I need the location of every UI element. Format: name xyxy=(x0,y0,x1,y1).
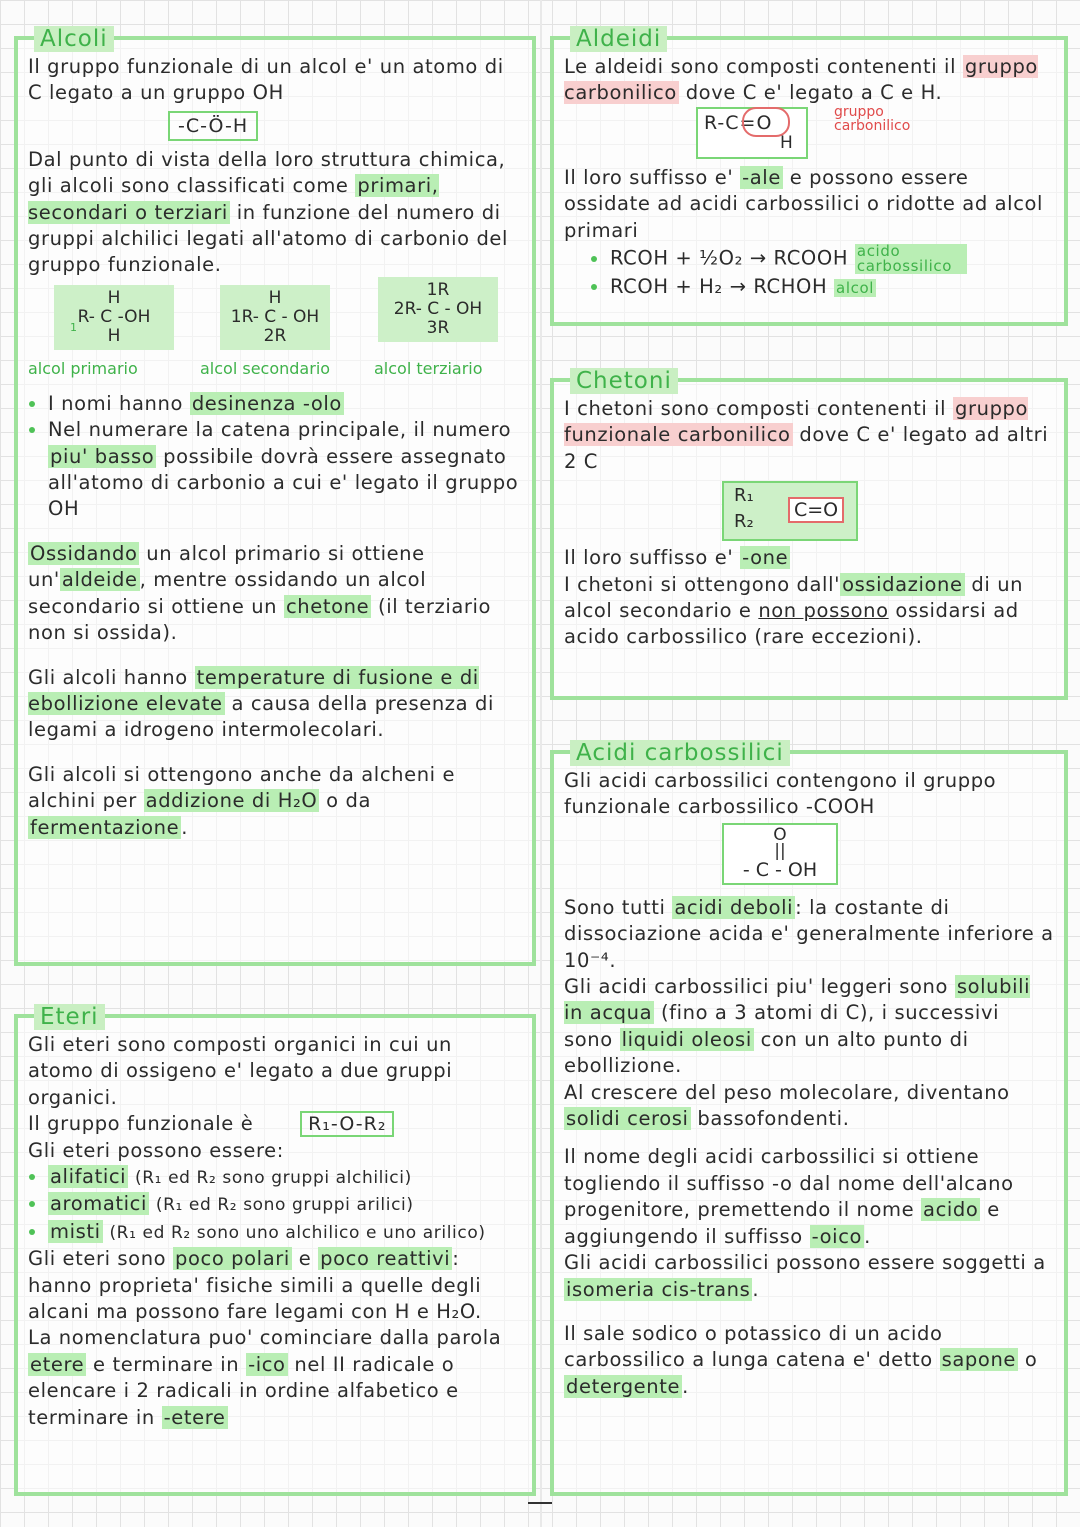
paragraph: Gli eteri sono poco polari e poco reattivi : hanno proprieta' fisiche simili a quelle degli alcani ma possono fare legami con H e H₂O. xyxy=(28,1247,482,1324)
section-title: Acidi carbossilici xyxy=(570,740,790,766)
panel-chetoni xyxy=(550,368,1068,700)
ketone-structure xyxy=(564,475,1054,545)
list-item: • RCOH + H₂ → RCHOH alcol xyxy=(610,274,1054,300)
paragraph: Gli acidi carbossilici contengono il gruppo funzionale carbossilico -COOH xyxy=(564,769,997,819)
paragraph: Gli eteri possono essere: xyxy=(28,1138,284,1162)
carboxyl-formula-box: O || - C - OH xyxy=(722,823,838,885)
paragraph: Al crescere del peso molecolare, diventano solidi cerosi bassofondenti. xyxy=(564,1080,1010,1131)
paragraph: Le aldeidi sono composti contenenti il gruppo carbonilico dove C e' legato a C e H. xyxy=(564,55,1038,105)
aldehyde-reactions xyxy=(564,244,1054,300)
paragraph: Il gruppo funzionale è R₁-O-R₂ xyxy=(28,1111,522,1137)
carboxyl-structure xyxy=(564,823,1054,889)
list-item: • RCOH + ½O₂ → RCOOH acido carbossilico xyxy=(610,244,1054,274)
carbonyl-note: gruppo carbonilico xyxy=(834,103,911,134)
label-secondary: alcol secondario xyxy=(200,358,331,378)
panel-aldeidi xyxy=(550,26,1068,326)
secondary-structure: H 1R- C - OH 2R xyxy=(220,285,330,350)
panel-alcoli xyxy=(14,26,536,966)
panel-acidi xyxy=(550,740,1068,1496)
list-item: • alifatici (R₁ ed R₂ sono gruppi alchilici) xyxy=(48,1164,522,1191)
aldehyde-structure xyxy=(564,103,1054,165)
list-item: • aromatici (R₁ ed R₂ sono gruppi arilici) xyxy=(48,1191,522,1218)
list-item: • Nel numerare la catena principale, il numero piu' basso possibile dovrà essere assegnato all'atomo di carbonio a cui e' legato il gruppo OH xyxy=(48,417,522,523)
list-item: • misti (R₁ ed R₂ sono uno alchilico e uno arilico) xyxy=(48,1219,522,1246)
tertiary-structure: 1R 2R- C - OH 3R xyxy=(378,277,498,342)
list-item: • I nomi hanno desinenza -olo xyxy=(48,391,522,417)
page-divider xyxy=(528,1502,552,1504)
primary-structure: H R- C -OH H xyxy=(54,285,174,350)
paragraph: Gli acidi carbossilici piu' leggeri sono solubili in acqua (fino a 3 atomi di C), i successivi sono liquidi oleosi con un alto punto di ebollizione. xyxy=(564,975,1031,1078)
paragraph: Il gruppo funzionale di un alcol e' un atomo di C legato a un gruppo OH xyxy=(28,55,504,105)
section-title: Alcoli xyxy=(34,26,114,52)
paragraph: Ossidando un alcol primario si ottiene un' aldeide , mentre ossidando un alcol secondario si ottiene un chetone (il terziario non si ossida). xyxy=(28,541,492,645)
label-tertiary: alcol terziario xyxy=(374,358,483,378)
alcohol-structures xyxy=(28,279,522,391)
paragraph: Il sale sodico o potassico di un acido carbossilico a lunga catena e' detto sapone o detergente . xyxy=(564,1321,1038,1398)
paragraph: Il nome degli acidi carbossilici si ottiene togliendo il suffisso -o dal nome dell'alcano progenitore, premettendo il nome acido e aggiungendo il suffisso -oico . xyxy=(564,1145,1014,1248)
ketone-formula-box: R₁ R₂ C=O xyxy=(722,481,858,541)
section-title: Chetoni xyxy=(570,368,678,394)
paragraph: Sono tutti acidi deboli : la costante di dissociazione acida e' generalmente inferiore a 10⁻⁴. xyxy=(564,895,1054,972)
hydroxyl-formula: -C-Ö-H xyxy=(168,111,258,141)
section-title: Eteri xyxy=(34,1004,105,1030)
paragraph: Gli acidi carbossilici possono essere soggetti a isomeria cis-trans . xyxy=(564,1251,1046,1301)
paragraph: I chetoni sono composti contenenti il gruppo funzionale carbonilico dove C e' legato ad altri 2 C xyxy=(564,397,1049,473)
paragraph: Il loro suffisso e' -ale e possono essere ossidate ad acidi carbossilici o ridotte ad alcol primari xyxy=(564,165,1044,242)
section-title: Aldeidi xyxy=(570,26,667,52)
paragraph: Gli eteri sono composti organici in cui un atomo di ossigeno e' legato a due gruppi organici. xyxy=(28,1033,453,1109)
paragraph: Dal punto di vista della loro struttura chimica, gli alcoli sono classificati come primari, secondari o terziari in funzione del numero di gruppi alchilici legati all'atomo di carbonio del gruppo funzionale. xyxy=(28,147,509,277)
carbonyl-group: C=O xyxy=(788,497,844,523)
paragraph: La nomenclatura puo' cominciare dalla parola etere e terminare in -ico nel II radicale o elencare i 2 radicali in ordine alfabetico e terminare in -etere xyxy=(28,1326,502,1429)
ether-formula: R₁-O-R₂ xyxy=(300,1111,394,1137)
paragraph: Gli alcoli hanno temperature di fusione e di ebollizione elevate a causa della presenza di legami a idrogeno intermolecolari. xyxy=(28,665,494,742)
naming-rules xyxy=(28,391,522,523)
aldehyde-formula-box: R-C=O H xyxy=(696,107,808,159)
panel-eteri xyxy=(14,1004,536,1496)
paragraph: I chetoni si ottengono dall' ossidazione di un alcol secondario e non possono ossidarsi ad acido carbossilico (rare eccezioni). xyxy=(564,572,1024,649)
label-primary: alcol primario xyxy=(28,358,138,378)
paragraph: Il loro suffisso e' -one xyxy=(564,546,789,570)
carbon-number: 1 xyxy=(70,320,77,334)
paragraph: Gli alcoli si ottengono anche da alcheni e alchini per addizione di H₂O o da fermentazione . xyxy=(28,762,456,839)
ether-types xyxy=(28,1164,522,1246)
